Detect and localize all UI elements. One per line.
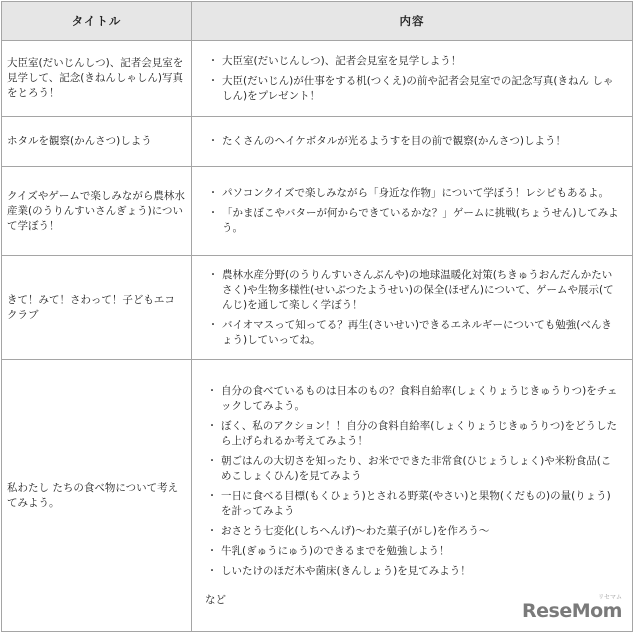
list-item: ・ ぼく、私のアクション！！自分の食料自給率(しょくりょうじきゅうりつ)をどうしたら上げられるか考えてみよう！ <box>206 419 617 447</box>
table-row <box>2 167 633 256</box>
bullet-icon: ・ <box>207 187 219 199</box>
bullet-icon: ・ <box>207 135 219 147</box>
header-row <box>2 2 633 41</box>
header-title: タイトル <box>2 2 192 41</box>
list-item: ・ 「かまぼこやバターが何からできているかな？」ゲームに挑戦(ちょうせん)してみよう。 <box>207 207 619 234</box>
list-item: ・ たくさんのヘイケボタルが光るようすを目の前で観察(かんさつ)しよう！ <box>207 135 566 147</box>
list-item: ・ 一日に食べる目標(もくひょう)とされる野菜(やさい)と果物(くだもの)の量(りょう)を計ってみよう <box>206 489 611 517</box>
bullet-icon: ・ <box>206 384 218 397</box>
bullet-icon: ・ <box>206 454 218 467</box>
list-item: ・ しいたけのほだ木や菌床(きんしょう)を見てみよう！ <box>206 564 471 577</box>
list-item: ・ 大臣(だいじん)が仕事をする机(つくえ)の前や記者会見室での記念写真(きねん しゃしん)をプレゼント！ <box>207 74 614 102</box>
list-item: ・ 自分の食べているものは日本のもの？食料自給率(しょくりょうじきゅうりつ)をチェックしてみよう。 <box>206 384 618 412</box>
list-item: ・ 牛乳(ぎゅうにゅう)のできるまでを勉強しよう！ <box>206 544 450 557</box>
bullet-icon: ・ <box>207 268 219 281</box>
list-item: ・ パソコンクイズで楽しみながら「身近な作物」について学ぼう！レシピもあるよ。 <box>207 187 609 199</box>
header-content: 内容 <box>192 2 633 41</box>
list-item: ・ 朝ごはんの大切さを知ったり、お米でできた非常食(ひじょうしょく)や米粉食品(こめこしょくひん)を見てみよう <box>206 454 612 482</box>
row-title: クイズやゲームで楽しみながら農林水産業(のうりんすいさんぎょう)について学ぼう！ <box>2 167 192 256</box>
table-row <box>2 41 633 117</box>
table-row <box>2 360 633 632</box>
list-item: ・ 大臣室(だいじんしつ)、記者会見室を見学しよう！ <box>207 54 462 67</box>
bullet-icon: ・ <box>206 419 218 432</box>
bullet-icon: ・ <box>206 564 218 577</box>
bullet-icon: ・ <box>206 489 218 502</box>
bullet-icon: ・ <box>206 544 218 557</box>
logo-subtext: リセマム <box>598 594 622 601</box>
row-title: きて！みて！さわって！子どもエコクラブ <box>2 256 192 360</box>
row-content <box>192 256 633 360</box>
bullet-icon: ・ <box>207 54 219 67</box>
resemom-logo <box>522 594 622 622</box>
row-title: 大臣室(だいじんしつ)、記者会見室を見学して、記念(きねんしゃしん)写真をとろう！ <box>2 41 192 117</box>
bullet-icon: ・ <box>207 207 219 219</box>
list-item: ・ バイオマスって知ってる？再生(さいせい)できるエネルギーについても勉強(べんきょう)していってね。 <box>207 318 612 346</box>
table-row <box>2 117 633 167</box>
row-content <box>192 117 633 167</box>
table-row <box>2 256 633 360</box>
row-content <box>192 41 633 117</box>
bullet-icon: ・ <box>207 74 219 87</box>
bullet-icon: ・ <box>206 524 218 537</box>
row-title: ホタルを観察(かんさつ)しよう <box>2 117 192 167</box>
logo-text: ReseMom <box>522 600 622 622</box>
events-table <box>1 1 633 632</box>
etc-note: など <box>205 593 226 606</box>
list-item: ・ 農林水産分野(のうりんすいさんぶんや)の地球温暖化対策(ちきゅうおんだんかたいさく)や生物多様性(せいぶつたようせい)の保全(ほぜん)について、ゲームや展示(てんじ)を通して楽しく学ぼう！ <box>207 268 614 311</box>
row-title: 私わたし たちの食べ物について考えてみよう。 <box>2 360 192 632</box>
row-content <box>192 167 633 256</box>
bullet-icon: ・ <box>207 318 219 331</box>
row-content <box>192 360 633 632</box>
list-item: ・ おさとう七変化(しちへんげ)～わた菓子(がし)を作ろう～ <box>206 524 490 537</box>
